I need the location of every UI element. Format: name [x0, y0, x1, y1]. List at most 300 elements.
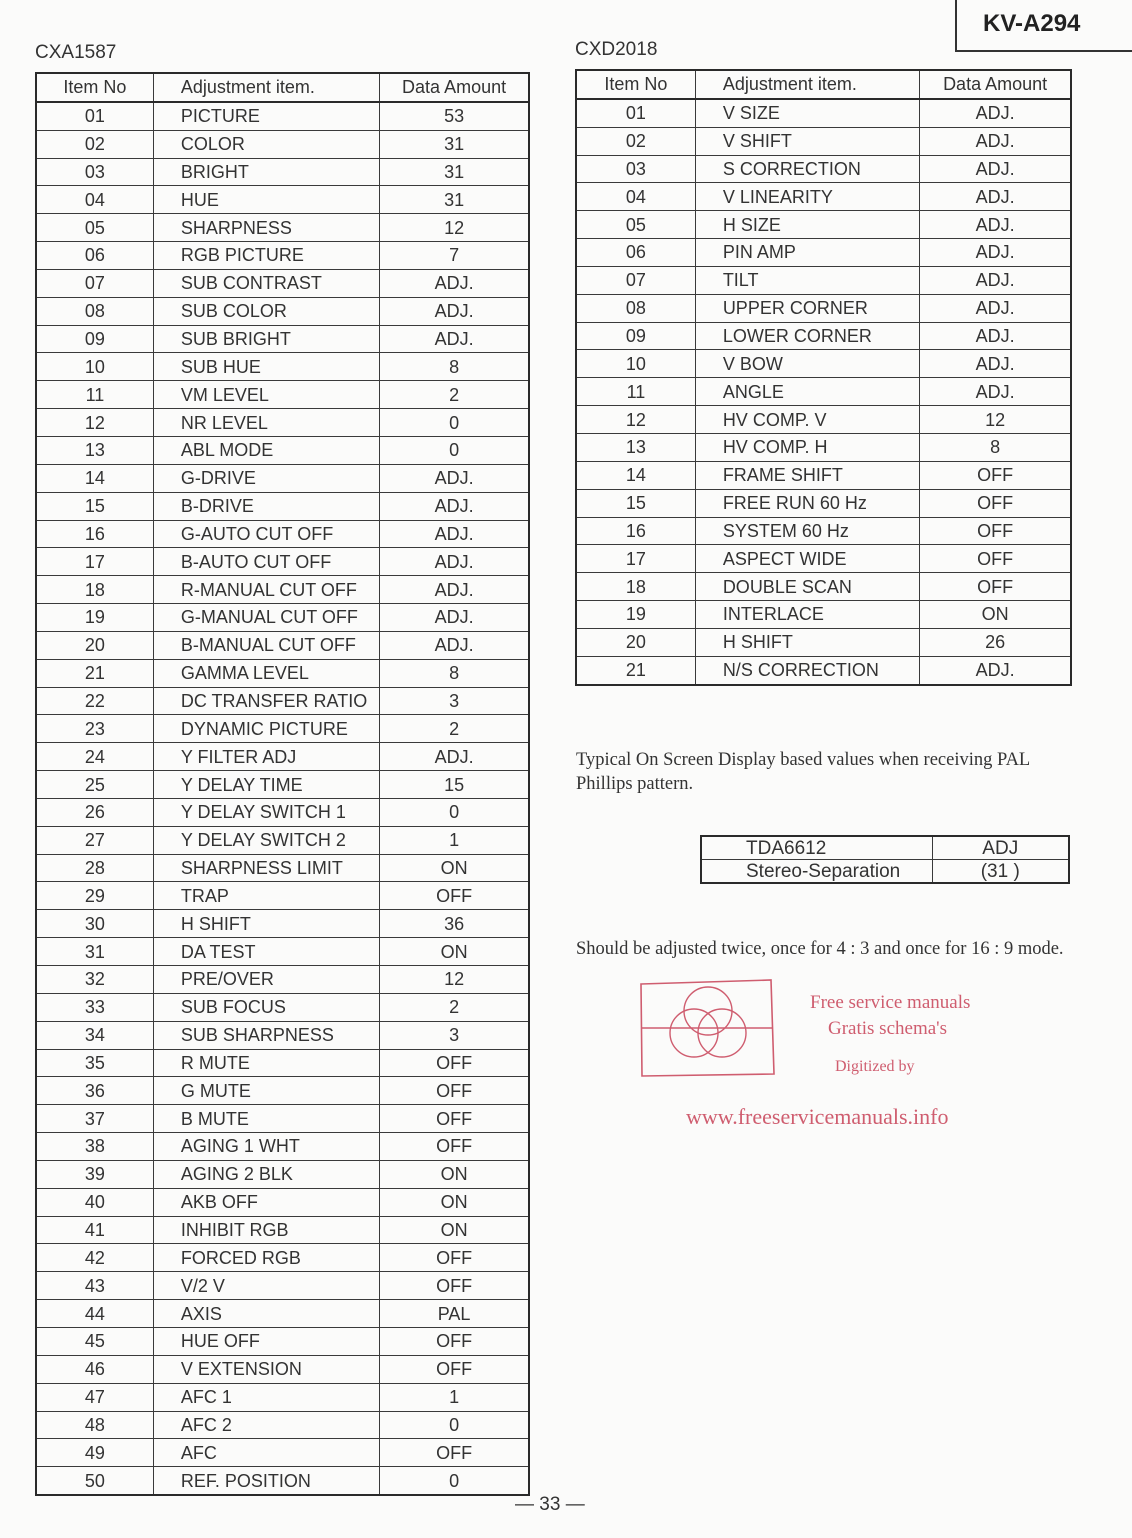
adjustment-item-cell: SHARPNESS LIMIT — [153, 854, 379, 882]
table-row — [576, 378, 1071, 406]
item-no-cell: 29 — [36, 882, 153, 910]
table-row — [701, 836, 1069, 860]
data-amount-cell: ADJ. — [380, 492, 529, 520]
item-no-cell: 15 — [576, 489, 695, 517]
data-amount-cell: OFF — [380, 1049, 529, 1077]
item-no-cell: 09 — [36, 325, 153, 353]
stereo-separation-name: Stereo-Separation — [701, 860, 932, 884]
table-row — [36, 798, 529, 826]
adjustment-item-cell: B-DRIVE — [153, 492, 379, 520]
table-row — [36, 882, 529, 910]
item-no-cell: 25 — [36, 771, 153, 799]
table-row — [36, 1272, 529, 1300]
data-amount-cell: 12 — [920, 406, 1071, 434]
data-amount-cell: ADJ. — [380, 576, 529, 604]
adjustment-item-cell: G-MANUAL CUT OFF — [153, 604, 379, 632]
item-no-cell: 20 — [576, 628, 695, 656]
item-no-cell: 14 — [36, 464, 153, 492]
item-no-cell: 11 — [36, 381, 153, 409]
item-no-cell: 16 — [36, 520, 153, 548]
adjustment-item-cell: ASPECT WIDE — [695, 545, 919, 573]
adjustment-item-cell: HV COMP. V — [695, 406, 919, 434]
table-row — [36, 297, 529, 325]
table-header-row — [576, 70, 1071, 99]
table-row — [36, 1411, 529, 1439]
item-no-cell: 05 — [576, 211, 695, 239]
table-row — [36, 102, 529, 130]
data-amount-cell: 36 — [380, 910, 529, 938]
item-no-cell: 13 — [576, 433, 695, 461]
item-no-cell: 14 — [576, 461, 695, 489]
data-amount-cell: OFF — [380, 882, 529, 910]
data-amount-cell: ADJ. — [380, 743, 529, 771]
adjustment-item-cell: V EXTENSION — [153, 1355, 379, 1383]
adjustment-item-cell: R MUTE — [153, 1049, 379, 1077]
stereo-separation-value: (31 ) — [932, 860, 1069, 884]
adjustment-item-cell: GAMMA LEVEL — [153, 659, 379, 687]
adjustment-item-cell: SUB SHARPNESS — [153, 1021, 379, 1049]
table-row — [36, 214, 529, 242]
table-row — [576, 433, 1071, 461]
item-no-cell: 41 — [36, 1216, 153, 1244]
adjustment-item-cell: FORCED RGB — [153, 1244, 379, 1272]
item-no-cell: 03 — [576, 155, 695, 183]
data-amount-cell: OFF — [920, 517, 1071, 545]
column-header-item-no: Item No — [576, 70, 695, 99]
data-amount-cell: ADJ. — [920, 211, 1071, 239]
table-row — [576, 239, 1071, 267]
table-row — [36, 242, 529, 270]
table-row — [576, 266, 1071, 294]
table-row — [576, 99, 1071, 127]
item-no-cell: 02 — [576, 127, 695, 155]
adjustment-item-cell: SUB HUE — [153, 353, 379, 381]
table-row — [36, 576, 529, 604]
item-no-cell: 10 — [36, 353, 153, 381]
data-amount-cell: ADJ. — [380, 548, 529, 576]
data-amount-cell: OFF — [380, 1133, 529, 1161]
data-amount-cell: OFF — [380, 1272, 529, 1300]
data-amount-cell: 31 — [380, 158, 529, 186]
data-amount-cell: 26 — [920, 628, 1071, 656]
item-no-cell: 03 — [36, 158, 153, 186]
tda-name: TDA6612 — [701, 836, 932, 860]
table-row — [36, 938, 529, 966]
item-no-cell: 15 — [36, 492, 153, 520]
table-row — [36, 492, 529, 520]
item-no-cell: 49 — [36, 1439, 153, 1467]
data-amount-cell: ON — [380, 854, 529, 882]
adjustment-item-cell: SUB FOCUS — [153, 993, 379, 1021]
table-row — [36, 436, 529, 464]
adjust-twice-note: Should be adjusted twice, once for 4 : 3 and once for 16 : 9 mode. — [576, 939, 1064, 959]
data-amount-cell: ON — [920, 601, 1071, 629]
data-amount-cell: ADJ. — [380, 269, 529, 297]
adjustment-item-cell: V LINEARITY — [695, 183, 919, 211]
item-no-cell: 18 — [576, 573, 695, 601]
table-row — [576, 489, 1071, 517]
adjustment-item-cell: DA TEST — [153, 938, 379, 966]
item-no-cell: 45 — [36, 1327, 153, 1355]
item-no-cell: 07 — [576, 266, 695, 294]
pal-pattern-note: Typical On Screen Display based values when receiving PAL Phillips pattern. — [576, 750, 1030, 794]
data-amount-cell: ON — [380, 938, 529, 966]
adjustment-item-cell: AFC 2 — [153, 1411, 379, 1439]
adjustment-item-cell: B-MANUAL CUT OFF — [153, 631, 379, 659]
adjustment-item-cell: DOUBLE SCAN — [695, 573, 919, 601]
data-amount-cell: ON — [380, 1160, 529, 1188]
data-amount-cell: ADJ. — [920, 99, 1071, 127]
data-amount-cell: ADJ. — [920, 155, 1071, 183]
table-row — [36, 1467, 529, 1495]
table-row — [576, 322, 1071, 350]
adjustment-item-cell: INHIBIT RGB — [153, 1216, 379, 1244]
table-row — [36, 659, 529, 687]
table-row — [36, 715, 529, 743]
item-no-cell: 39 — [36, 1160, 153, 1188]
table-row — [36, 325, 529, 353]
table-row — [576, 127, 1071, 155]
item-no-cell: 04 — [36, 186, 153, 214]
item-no-cell: 07 — [36, 269, 153, 297]
data-amount-cell: 8 — [380, 353, 529, 381]
data-amount-cell: ON — [380, 1188, 529, 1216]
adjustment-item-cell: R-MANUAL CUT OFF — [153, 576, 379, 604]
adjustment-item-cell: Y DELAY TIME — [153, 771, 379, 799]
data-amount-cell: ADJ. — [380, 604, 529, 632]
table-row — [36, 548, 529, 576]
item-no-cell: 33 — [36, 993, 153, 1021]
item-no-cell: 23 — [36, 715, 153, 743]
item-no-cell: 06 — [36, 242, 153, 270]
data-amount-cell: OFF — [920, 573, 1071, 601]
adjustment-item-cell: Y FILTER ADJ — [153, 743, 379, 771]
item-no-cell: 11 — [576, 378, 695, 406]
item-no-cell: 30 — [36, 910, 153, 938]
adjustment-item-cell: V SIZE — [695, 99, 919, 127]
item-no-cell: 47 — [36, 1383, 153, 1411]
item-no-cell: 22 — [36, 687, 153, 715]
adjustment-item-cell: AFC 1 — [153, 1383, 379, 1411]
adjustment-item-cell: HUE OFF — [153, 1327, 379, 1355]
adjustment-item-cell: H SIZE — [695, 211, 919, 239]
data-amount-cell: ON — [380, 1216, 529, 1244]
table-row — [36, 687, 529, 715]
table-row — [36, 1077, 529, 1105]
adjustment-item-cell: AFC — [153, 1439, 379, 1467]
adjustment-item-cell: N/S CORRECTION — [695, 656, 919, 684]
data-amount-cell: OFF — [380, 1105, 529, 1133]
data-amount-cell: 2 — [380, 715, 529, 743]
item-no-cell: 17 — [576, 545, 695, 573]
item-no-cell: 20 — [36, 631, 153, 659]
model-number: KV-A294 — [955, 0, 1132, 52]
column-header-adjustment-item: Adjustment item. — [695, 70, 919, 99]
stamp-line-1: Free service manuals — [810, 992, 971, 1013]
data-amount-cell: 0 — [380, 1467, 529, 1495]
data-amount-cell: ADJ. — [920, 127, 1071, 155]
table-row — [36, 1355, 529, 1383]
item-no-cell: 12 — [36, 409, 153, 437]
adjustment-item-cell: AXIS — [153, 1300, 379, 1328]
table-row — [36, 520, 529, 548]
item-no-cell: 26 — [36, 798, 153, 826]
item-no-cell: 05 — [36, 214, 153, 242]
adjustment-item-cell: TRAP — [153, 882, 379, 910]
item-no-cell: 04 — [576, 183, 695, 211]
table-header-row — [36, 73, 529, 102]
data-amount-cell: 53 — [380, 102, 529, 130]
adjustment-item-cell: HV COMP. H — [695, 433, 919, 461]
column-header-data-amount: Data Amount — [920, 70, 1071, 99]
item-no-cell: 50 — [36, 1467, 153, 1495]
adjustment-item-cell: COLOR — [153, 130, 379, 158]
table-row — [576, 211, 1071, 239]
adjustment-item-cell: H SHIFT — [695, 628, 919, 656]
data-amount-cell: PAL — [380, 1300, 529, 1328]
item-no-cell: 19 — [576, 601, 695, 629]
data-amount-cell: 12 — [380, 214, 529, 242]
adjustment-item-cell: PIN AMP — [695, 239, 919, 267]
data-amount-cell: ADJ. — [920, 183, 1071, 211]
item-no-cell: 32 — [36, 966, 153, 994]
stamp-url: www.freeservicemanuals.info — [686, 1104, 949, 1129]
adjustment-item-cell: Y DELAY SWITCH 1 — [153, 798, 379, 826]
table-row — [36, 1439, 529, 1467]
data-amount-cell: OFF — [380, 1077, 529, 1105]
item-no-cell: 24 — [36, 743, 153, 771]
item-no-cell: 48 — [36, 1411, 153, 1439]
item-no-cell: 36 — [36, 1077, 153, 1105]
table-row — [36, 353, 529, 381]
data-amount-cell: 31 — [380, 186, 529, 214]
table-row — [36, 826, 529, 854]
table-row — [36, 1133, 529, 1161]
adjustment-item-cell: SUB CONTRAST — [153, 269, 379, 297]
adjustment-item-cell: PRE/OVER — [153, 966, 379, 994]
data-amount-cell: OFF — [920, 489, 1071, 517]
data-amount-cell: ADJ. — [380, 297, 529, 325]
adjustment-item-cell: TILT — [695, 266, 919, 294]
item-no-cell: 27 — [36, 826, 153, 854]
adjustment-item-cell: FRAME SHIFT — [695, 461, 919, 489]
item-no-cell: 18 — [36, 576, 153, 604]
adjustment-item-cell: INTERLACE — [695, 601, 919, 629]
table-row — [36, 130, 529, 158]
table-row — [36, 631, 529, 659]
data-amount-cell: ADJ. — [920, 656, 1071, 684]
adjustment-item-cell: DC TRANSFER RATIO — [153, 687, 379, 715]
table-row — [36, 186, 529, 214]
adjustment-item-cell: ABL MODE — [153, 436, 379, 464]
data-amount-cell: ADJ. — [380, 631, 529, 659]
adjustment-item-cell: G-AUTO CUT OFF — [153, 520, 379, 548]
table-row — [36, 993, 529, 1021]
table-row — [576, 545, 1071, 573]
adjustment-item-cell: B-AUTO CUT OFF — [153, 548, 379, 576]
data-amount-cell: 8 — [920, 433, 1071, 461]
item-no-cell: 08 — [576, 294, 695, 322]
table-row — [36, 743, 529, 771]
adjustment-item-cell: SYSTEM 60 Hz — [695, 517, 919, 545]
adjustment-item-cell: BRIGHT — [153, 158, 379, 186]
item-no-cell: 35 — [36, 1049, 153, 1077]
item-no-cell: 43 — [36, 1272, 153, 1300]
item-no-cell: 01 — [36, 102, 153, 130]
table-row — [36, 1216, 529, 1244]
adjustment-item-cell: AKB OFF — [153, 1188, 379, 1216]
table-row — [36, 854, 529, 882]
stamp-line-2: Gratis schema's — [828, 1018, 947, 1039]
page-number: — 33 — — [515, 1494, 585, 1515]
adjustment-item-cell: V SHIFT — [695, 127, 919, 155]
table-row — [576, 350, 1071, 378]
adjustment-item-cell: HUE — [153, 186, 379, 214]
adjustment-item-cell: G MUTE — [153, 1077, 379, 1105]
adjustment-item-cell: B MUTE — [153, 1105, 379, 1133]
table-row — [36, 1244, 529, 1272]
adjustment-item-cell: S CORRECTION — [695, 155, 919, 183]
data-amount-cell: ADJ. — [920, 350, 1071, 378]
item-no-cell: 01 — [576, 99, 695, 127]
data-amount-cell: ADJ. — [920, 266, 1071, 294]
data-amount-cell: 15 — [380, 771, 529, 799]
adjustment-item-cell: PICTURE — [153, 102, 379, 130]
column-header-data-amount: Data Amount — [380, 73, 529, 102]
table-row — [576, 601, 1071, 629]
item-no-cell: 08 — [36, 297, 153, 325]
cxd-adjustment-table — [575, 69, 1072, 686]
table-row — [36, 1383, 529, 1411]
item-no-cell: 17 — [36, 548, 153, 576]
data-amount-cell: 0 — [380, 798, 529, 826]
table-row — [36, 158, 529, 186]
adjustment-item-cell: SUB COLOR — [153, 297, 379, 325]
data-amount-cell: OFF — [920, 461, 1071, 489]
item-no-cell: 31 — [36, 938, 153, 966]
table-row — [576, 183, 1071, 211]
data-amount-cell: 0 — [380, 1411, 529, 1439]
table-row — [36, 1049, 529, 1077]
data-amount-cell: OFF — [380, 1244, 529, 1272]
tda-value: ADJ — [932, 836, 1069, 860]
table-row — [701, 860, 1069, 884]
table-row — [36, 464, 529, 492]
table-row — [36, 1300, 529, 1328]
cxa-adjustment-table — [35, 72, 530, 1496]
data-amount-cell: ADJ. — [920, 294, 1071, 322]
adjustment-item-cell: Y DELAY SWITCH 2 — [153, 826, 379, 854]
data-amount-cell: 2 — [380, 993, 529, 1021]
stamp-line-3: Digitized by — [835, 1058, 915, 1075]
item-no-cell: 37 — [36, 1105, 153, 1133]
data-amount-cell: OFF — [380, 1355, 529, 1383]
item-no-cell: 21 — [576, 656, 695, 684]
item-no-cell: 42 — [36, 1244, 153, 1272]
item-no-cell: 21 — [36, 659, 153, 687]
table-row — [36, 1021, 529, 1049]
data-amount-cell: 31 — [380, 130, 529, 158]
item-no-cell: 28 — [36, 854, 153, 882]
item-no-cell: 16 — [576, 517, 695, 545]
data-amount-cell: ADJ. — [920, 322, 1071, 350]
adjustment-item-cell: DYNAMIC PICTURE — [153, 715, 379, 743]
table-row — [36, 1160, 529, 1188]
data-amount-cell: ADJ. — [380, 464, 529, 492]
item-no-cell: 09 — [576, 322, 695, 350]
data-amount-cell: 3 — [380, 1021, 529, 1049]
table-row — [576, 517, 1071, 545]
adjustment-item-cell: REF. POSITION — [153, 1467, 379, 1495]
item-no-cell: 02 — [36, 130, 153, 158]
data-amount-cell: 0 — [380, 409, 529, 437]
item-no-cell: 10 — [576, 350, 695, 378]
test-pattern-stamp-icon — [638, 976, 778, 1080]
adjustment-item-cell: H SHIFT — [153, 910, 379, 938]
adjustment-item-cell: SHARPNESS — [153, 214, 379, 242]
cxa-chip-label: CXA1587 — [35, 42, 117, 63]
table-row — [36, 1327, 529, 1355]
table-row — [576, 656, 1071, 684]
tda6612-table — [700, 835, 1070, 884]
data-amount-cell: 8 — [380, 659, 529, 687]
item-no-cell: 06 — [576, 239, 695, 267]
adjustment-item-cell: RGB PICTURE — [153, 242, 379, 270]
item-no-cell: 34 — [36, 1021, 153, 1049]
table-row — [576, 573, 1071, 601]
data-amount-cell: 7 — [380, 242, 529, 270]
adjustment-item-cell: SUB BRIGHT — [153, 325, 379, 353]
table-row — [36, 381, 529, 409]
table-row — [36, 409, 529, 437]
table-row — [36, 1105, 529, 1133]
data-amount-cell: 1 — [380, 1383, 529, 1411]
adjustment-item-cell: AGING 1 WHT — [153, 1133, 379, 1161]
item-no-cell: 12 — [576, 406, 695, 434]
adjustment-item-cell: V BOW — [695, 350, 919, 378]
table-row — [36, 269, 529, 297]
column-header-item-no: Item No — [36, 73, 153, 102]
data-amount-cell: OFF — [380, 1439, 529, 1467]
table-row — [576, 406, 1071, 434]
adjustment-item-cell: LOWER CORNER — [695, 322, 919, 350]
table-row — [36, 771, 529, 799]
data-amount-cell: ADJ. — [380, 325, 529, 353]
data-amount-cell: 0 — [380, 436, 529, 464]
adjustment-item-cell: AGING 2 BLK — [153, 1160, 379, 1188]
data-amount-cell: ADJ. — [920, 239, 1071, 267]
data-amount-cell: ADJ. — [920, 378, 1071, 406]
table-row — [36, 966, 529, 994]
data-amount-cell: 3 — [380, 687, 529, 715]
table-row — [36, 910, 529, 938]
adjustment-item-cell: NR LEVEL — [153, 409, 379, 437]
cxd-chip-label: CXD2018 — [575, 39, 658, 60]
data-amount-cell: OFF — [920, 545, 1071, 573]
adjustment-item-cell: FREE RUN 60 Hz — [695, 489, 919, 517]
table-row — [36, 1188, 529, 1216]
data-amount-cell: ADJ. — [380, 520, 529, 548]
item-no-cell: 19 — [36, 604, 153, 632]
item-no-cell: 40 — [36, 1188, 153, 1216]
adjustment-item-cell: VM LEVEL — [153, 381, 379, 409]
adjustment-item-cell: ANGLE — [695, 378, 919, 406]
column-header-adjustment-item: Adjustment item. — [153, 73, 379, 102]
table-row — [576, 294, 1071, 322]
adjustment-item-cell: UPPER CORNER — [695, 294, 919, 322]
data-amount-cell: 2 — [380, 381, 529, 409]
item-no-cell: 38 — [36, 1133, 153, 1161]
